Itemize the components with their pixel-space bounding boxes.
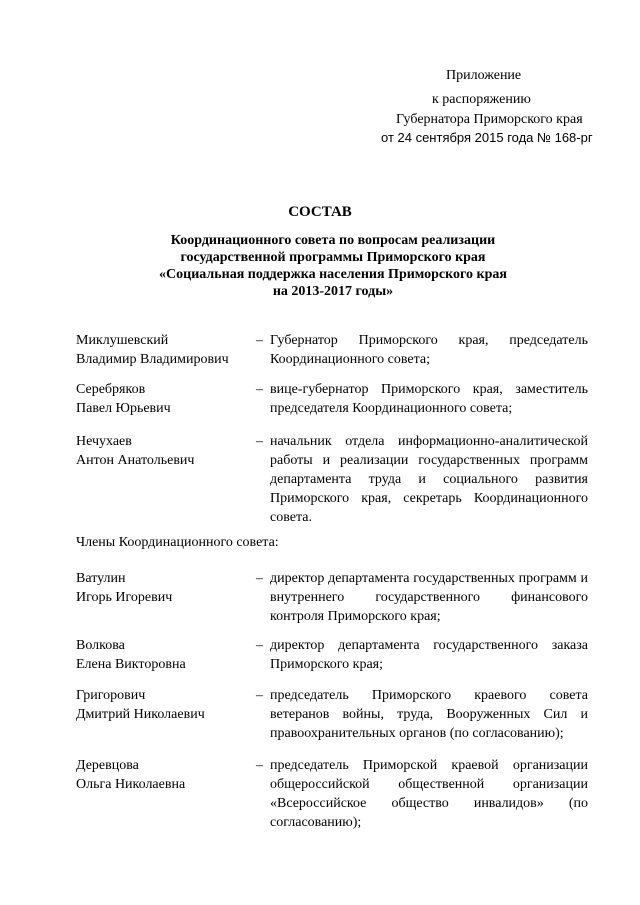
given-name: Антон Анатольевич xyxy=(76,453,195,468)
person-role: председатель Приморского краевого совета ветеранов войны, труда, Вооруженных Сил и правоохранительных органов (по согласованию); xyxy=(270,688,588,741)
dash: – xyxy=(256,571,263,586)
dash: – xyxy=(256,688,263,703)
dash: – xyxy=(256,333,263,348)
appendix-line: Губернатора Приморского края xyxy=(396,112,583,127)
given-name: Владимир Владимирович xyxy=(76,352,229,367)
surname: Миклушевский xyxy=(76,333,169,348)
person-name xyxy=(76,636,252,674)
surname: Серебряков xyxy=(76,382,146,397)
person-name xyxy=(76,686,252,724)
surname: Нечухаев xyxy=(76,434,132,449)
given-name: Павел Юрьевич xyxy=(76,401,171,416)
person-name xyxy=(76,756,252,794)
person-name xyxy=(76,569,252,607)
dash: – xyxy=(256,434,263,449)
document-subtitle: Координационного совета по вопросам реализации государственной программы Приморского края «Социальная поддержка населения Приморского края на 2013-2017 годы» xyxy=(159,233,507,299)
person-role: директор департамента государственных программ и внутреннего государственного финансового контроля Приморского края; xyxy=(270,571,588,624)
dash: – xyxy=(256,758,263,773)
dash: – xyxy=(256,382,263,397)
members-heading: Члены Координационного совета: xyxy=(76,535,279,550)
given-name: Дмитрий Николаевич xyxy=(76,707,205,722)
appendix-line: Приложение xyxy=(446,68,522,83)
surname: Волкова xyxy=(76,638,125,653)
person-name xyxy=(76,380,252,418)
surname: Деревцова xyxy=(76,758,139,773)
surname: Григорович xyxy=(76,688,146,703)
document-title: СОСТАВ xyxy=(288,204,352,220)
appendix-line: к распоряжению xyxy=(432,92,531,107)
dash: – xyxy=(256,638,263,653)
person-role: начальник отдела информационно-аналитической работы и реализации государственных программ департамента труда и социального развития Приморского края, секретарь Координационного совета. xyxy=(270,434,588,525)
given-name: Елена Викторовна xyxy=(76,657,186,672)
person-name xyxy=(76,432,252,470)
appendix-date-number: от 24 сентября 2015 года № 168-рг xyxy=(381,130,593,145)
person-name xyxy=(76,331,252,369)
surname: Ватулин xyxy=(76,571,126,586)
person-role: директор департамента государственного заказа Приморского края; xyxy=(270,638,588,672)
person-role: вице-губернатор Приморского края, заместитель председателя Координационного совета; xyxy=(270,382,588,416)
person-role: председатель Приморской краевой организации общероссийской общественной организации «Всероссийское общество инвалидов» (по согласованию); xyxy=(270,758,588,830)
person-role: Губернатор Приморского края, председатель Координационного совета; xyxy=(270,333,588,367)
given-name: Ольга Николаевна xyxy=(76,777,186,792)
given-name: Игорь Игоревич xyxy=(76,590,173,605)
